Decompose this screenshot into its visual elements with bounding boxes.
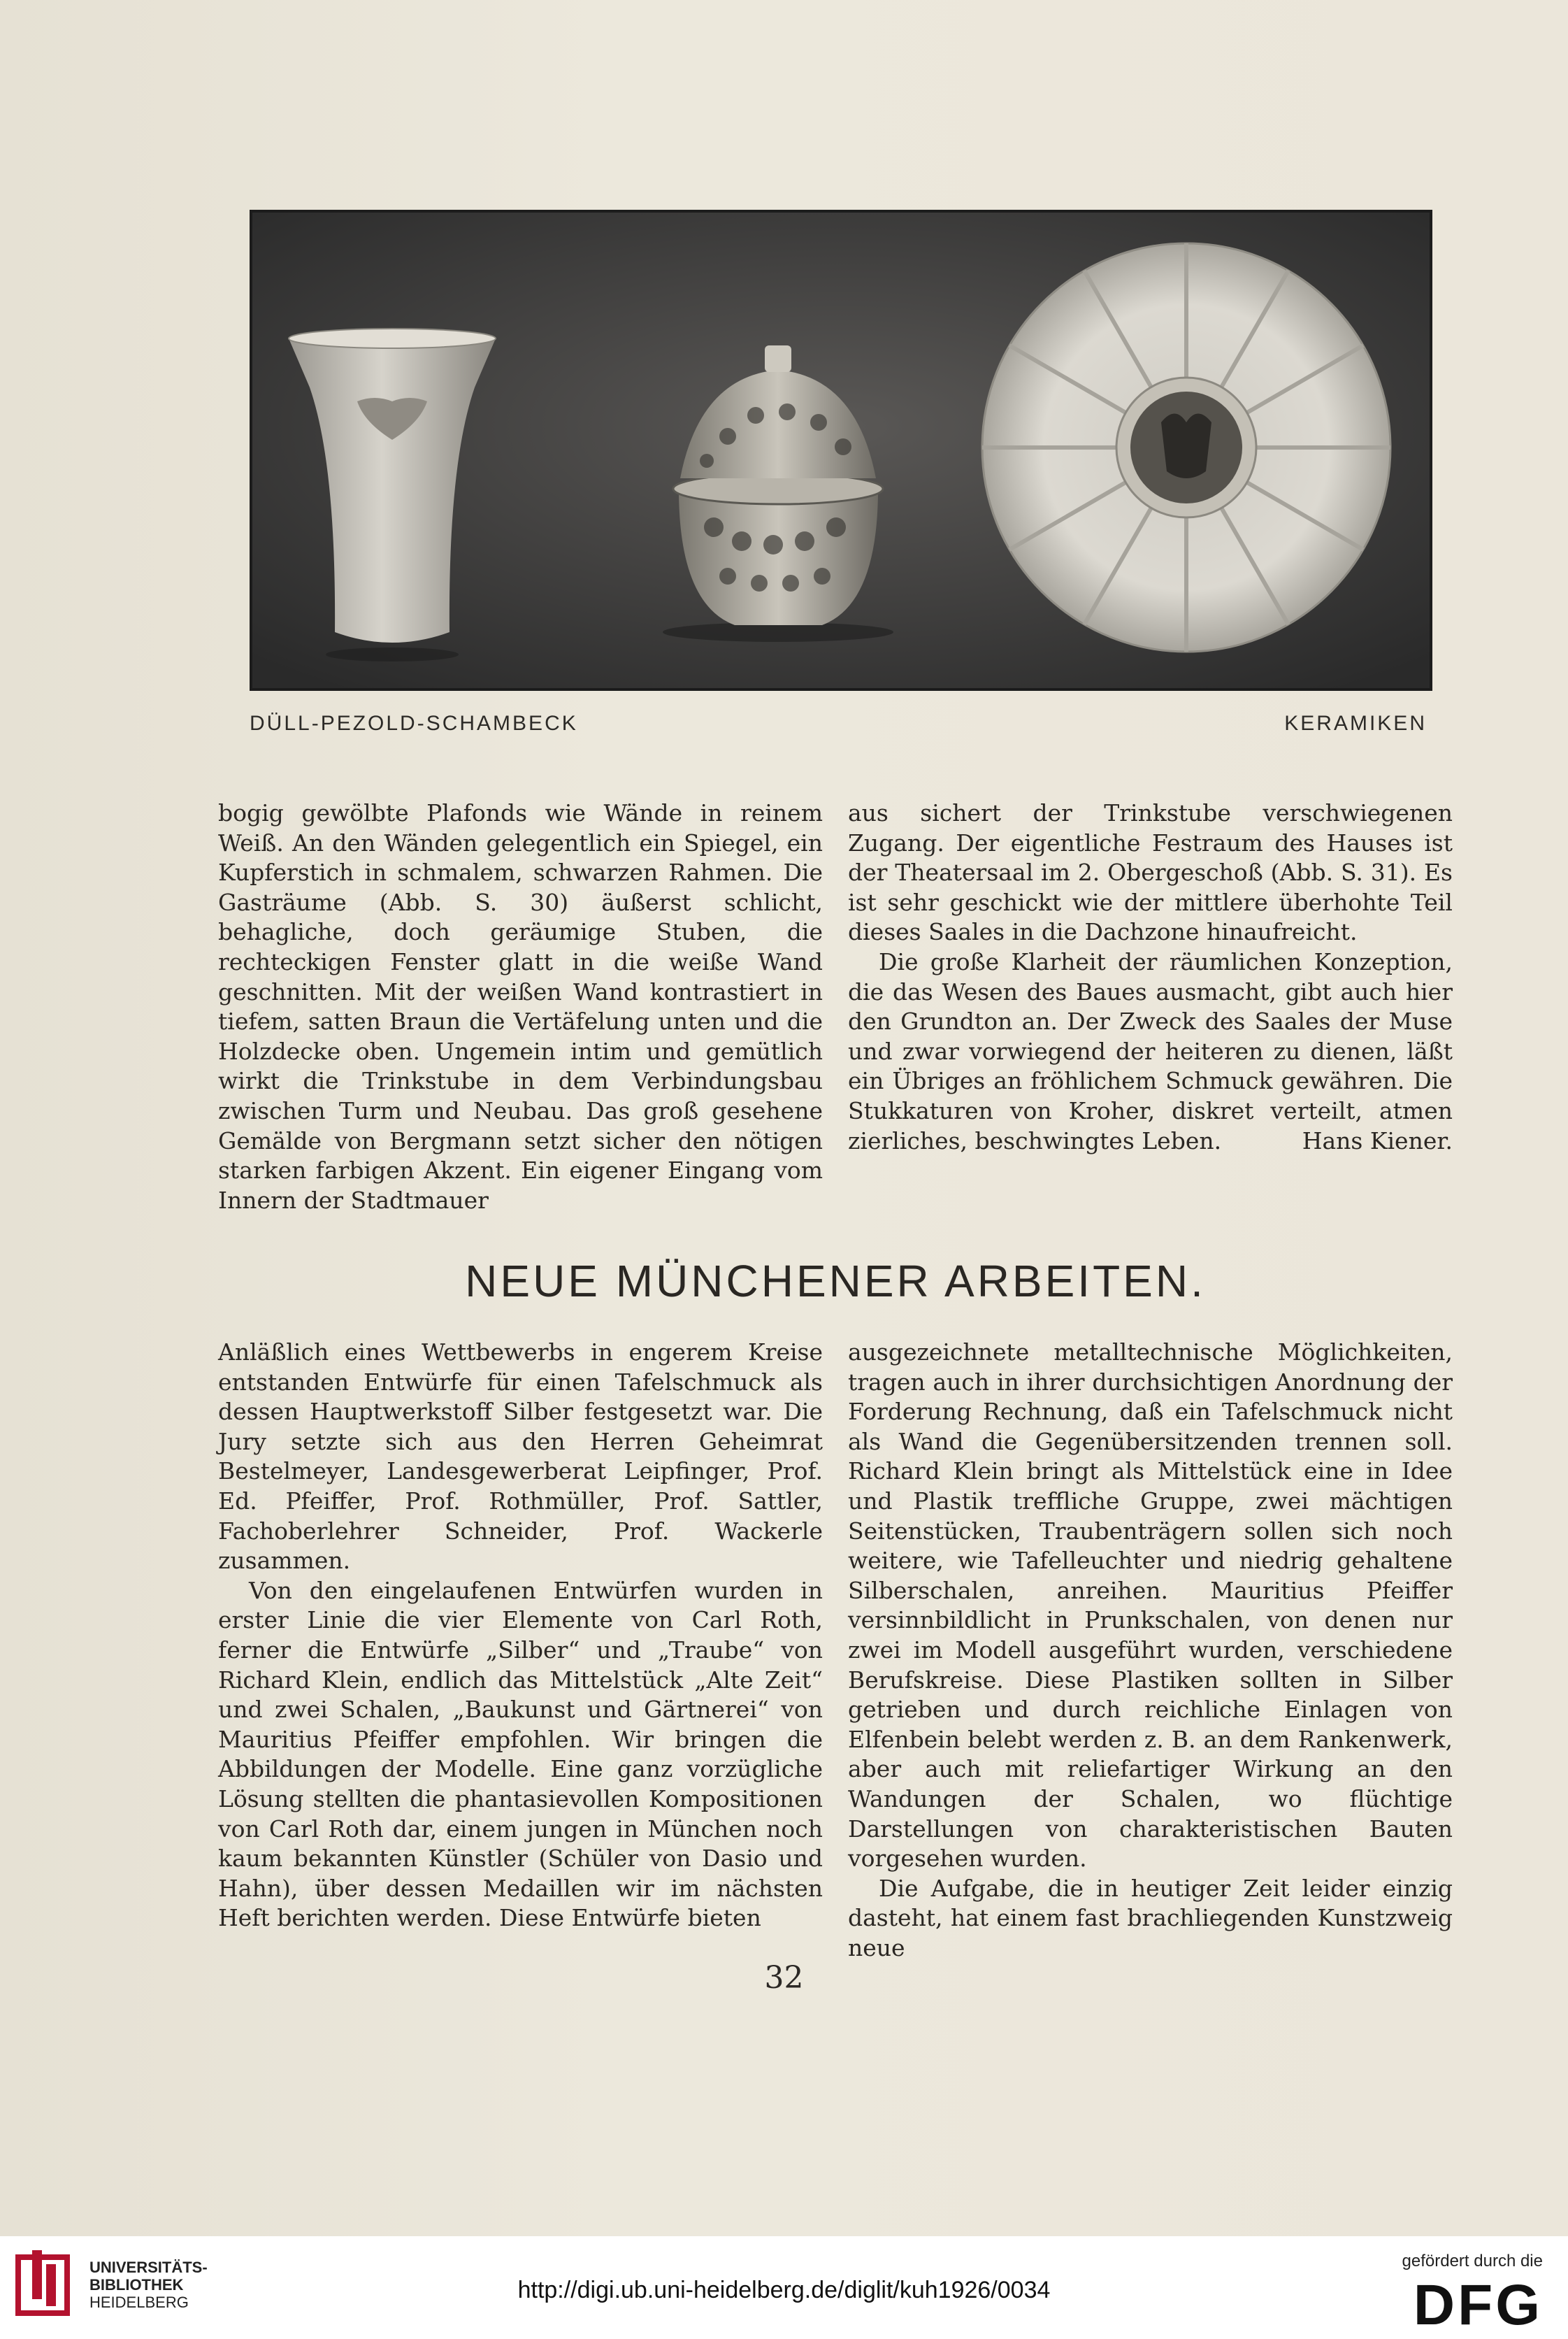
paragraph: ausgezeichnete metalltechnische Möglichkeiten, tragen auch in ihrer durchsichtigen Anordnung der Forderung Rechnung, daß ein Tafelschmuck nicht als Wand die Gegenübersitzenden trennen soll. Richard Klein bringt als Mittelstück eine in Idee und Plastik treffliche Gruppe, zwei mächtigen Seitenstücken, Traubenträgern sollen sich noch weitere, wie Tafelleuchter und niedrig gehaltene Silberschalen, anreihen. Mauritius Pfeiffer versinnbildlicht in Prunkschalen, von denen nur zwei im Modell ausgeführt wurden, verschiedene Berufskreise. Diese Plastiken sollten in Silber getrieben und durch reichliche Einlagen von Elfenbein belebt werden z. B. an dem Rankenwerk, aber auch mit reliefartiger Wirkung an den Wandungen der Schalen, wo flüchtige Darstellungen von charakteristischen Bauten vorgesehen wurden. xyxy=(848,1338,1453,1873)
funding-label: gefördert durch die xyxy=(1402,2252,1543,2270)
author-signature: Hans Kiener. xyxy=(1302,1126,1453,1154)
fluted-dish-object xyxy=(982,243,1390,652)
paragraph: Die Aufgabe, die in heutiger Zeit leider einzig dasteht, hat einem fast brachliegenden Kunstzweig neue xyxy=(848,1874,1453,1961)
source-url-link[interactable]: http://digi.ub.uni-heidelberg.de/diglit/kuh1926/0034 xyxy=(517,2277,1051,2303)
article1-column-left xyxy=(218,799,823,1215)
paragraph-text: Die große Klarheit der räumlichen Konzeption, die das Wesen des Baues ausmacht, gibt auch hier den Grundton an. Der Zweck des Saales der Muse und zwar vorwiegend der heiteren zu dienen, läßt ein Übriges an fröhlichem Schmuck gewähren. Die Stukkaturen von Kroher, diskret verteilt, atmen zierliches, beschwingtes Leben. xyxy=(848,947,1453,1154)
library-name-line: HEIDELBERG xyxy=(89,2294,189,2311)
paragraph: Von den eingelaufenen Entwürfen wurden in erster Linie die vier Elemente von Carl Roth, ferner die Entwürfe „Silber“ und „Traube“ von Richard Klein, endlich das Mittelstück „Alte Zeit“ und zwei Schalen, „Baukunst und Gärtnerei“ von Mauritius Pfeiffer empfohlen. Wir bringen die Abbildungen der Modelle. Eine ganz vorzügliche Lösung stellten die phantasievollen Kompositionen von Carl Roth dar, einem jungen in München noch kaum bekannten Künstler (Schüler von Dasio und Hahn), über dessen Medaillen wir im nächsten Heft berichten werden. Diese Entwürfe bieten xyxy=(218,1576,823,1932)
digitization-footer xyxy=(0,2236,1568,2339)
ceramics-photograph xyxy=(250,210,1432,691)
library-name-line: BIBLIOTHEK xyxy=(89,2276,184,2294)
article-heading: NEUE MÜNCHENER ARBEITEN. xyxy=(465,1256,1206,1306)
figure-caption-artists: DÜLL-PEZOLD-SCHAMBECK xyxy=(250,712,578,735)
article2-column-left xyxy=(218,1338,823,1933)
ceramics-illustration xyxy=(252,213,1430,688)
paragraph: aus sichert der Trinkstube verschwiegenen Zugang. Der eigentliche Festraum des Hauses ist der Theatersaal im 2. Obergeschoß (Abb. S. 31). Es ist sehr geschickt wie der mittlere überhohte Teil dieses Saales in die Dachzone hinaufreicht. xyxy=(848,799,1453,946)
article2-column-right xyxy=(848,1338,1453,1963)
article1-column-right xyxy=(848,799,1453,1156)
paragraph: bogig gewölbte Plafonds wie Wände in reinem Weiß. An den Wänden gelegentlich ein Spiegel, ein Kupferstich in schmalem, schwarzen Rahmen. Die Gasträume (Abb. S. 30) äußerst schlicht, behagliche, doch geräumige Stuben, die rechteckigen Fenster glatt in die weiße Wand geschnitten. Mit der weißen Wand kontrastiert in tiefem, satten Braun die Vertäfelung unten und die Holzdecke oben. Ungemein intim und gemütlich wirkt die Trinkstube in dem Verbindungsbau zwischen Turm und Neubau. Das groß gesehene Gemälde von Bergmann setzt sicher den nötigen starken farbigen Akzent. Ein eigener Eingang vom Innern der Stadtmauer xyxy=(218,799,823,1214)
library-name-line: UNIVERSITÄTS- xyxy=(89,2259,208,2276)
paragraph: Anläßlich eines Wettbewerbs in engerem Kreise entstanden Entwürfe für einen Tafelschmuck als dessen Hauptwerkstoff Silber festgesetzt war. Die Jury setzte sich aus den Herren Geheimrat Bestelmeyer, Landesgewerberat Leipfinger, Prof. Ed. Pfeiffer, Prof. Rothmüller, Prof. Sattler, Fachoberlehrer Schneider, Prof. Wackerle zusammen. xyxy=(218,1338,823,1575)
dfg-logo: DFG xyxy=(1413,2273,1543,2337)
paragraph-with-signature xyxy=(848,947,1453,1156)
page-number: 32 xyxy=(764,1960,804,1996)
figure-caption-title: KERAMIKEN xyxy=(1284,712,1427,735)
